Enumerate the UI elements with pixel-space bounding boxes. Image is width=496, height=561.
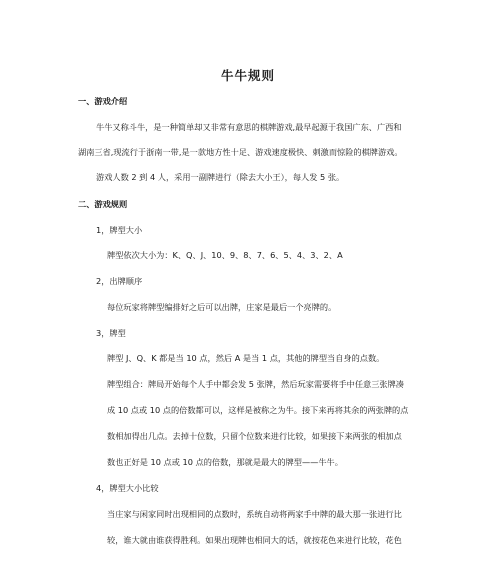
section-heading-rules: 二、游戏规则 <box>78 199 128 209</box>
paragraph-line: 成 10 点或 10 点的倍数都可以，这样是被称之为牛。接下来再将其余的两张牌的点 <box>107 405 409 415</box>
paragraph-line: 数也正好是 10 点或 10 点的倍数，那就是最大的牌型——牛牛。 <box>107 457 343 467</box>
paragraph-line: 当庄家与闲家同时出现相同的点数时，系统自动将两家手中牌的最大那一张进行比 <box>107 509 402 519</box>
paragraph-line: 湖南三省,现流行于浙南一带,是一款地方性十足、游戏速度极快、刺激而惊险的棋牌游戏。 <box>78 147 403 157</box>
list-item-title: 4，牌型大小比较 <box>96 483 159 493</box>
list-item-title: 3，牌型 <box>96 328 126 338</box>
paragraph-line: 较，谁大就由谁获得胜利。如果出现牌也相同大的话，就按花色来进行比较，花色 <box>107 535 402 545</box>
paragraph-line: 牛牛又称斗牛，是一种简单却又非常有意思的棋牌游戏,最早起源于我国广东、广西和 <box>96 122 402 132</box>
paragraph-line: 牌型组合：牌局开始每个人手中都会发 5 张牌，然后玩家需要将手中任意三张牌凑 <box>107 379 404 389</box>
list-item-title: 2，出牌顺序 <box>96 276 143 286</box>
paragraph-line: 数相加得出几点。去掉十位数，只留个位数来进行比较，如果接下来两张的相加点 <box>107 431 402 441</box>
list-item-title: 1，牌型大小 <box>96 225 143 235</box>
paragraph-line: 牌型依次大小为：K、Q、J、10、9、8、7、6、5、4、3、2、A <box>107 250 343 260</box>
document-title: 牛牛规则 <box>220 68 275 83</box>
paragraph-line: 牌型 J、Q、K 都是当 10 点，然后 A 是当 1 点，其他的牌型当自身的点数。 <box>107 353 385 363</box>
paragraph-line: 游戏人数 2 到 4 人，采用一副牌进行（除去大小王），每人发 5 张。 <box>96 172 345 182</box>
section-heading-intro: 一、游戏介绍 <box>78 96 128 106</box>
paragraph-line: 每位玩家将牌型编排好之后可以出牌，庄家是最后一个亮牌的。 <box>107 302 337 312</box>
